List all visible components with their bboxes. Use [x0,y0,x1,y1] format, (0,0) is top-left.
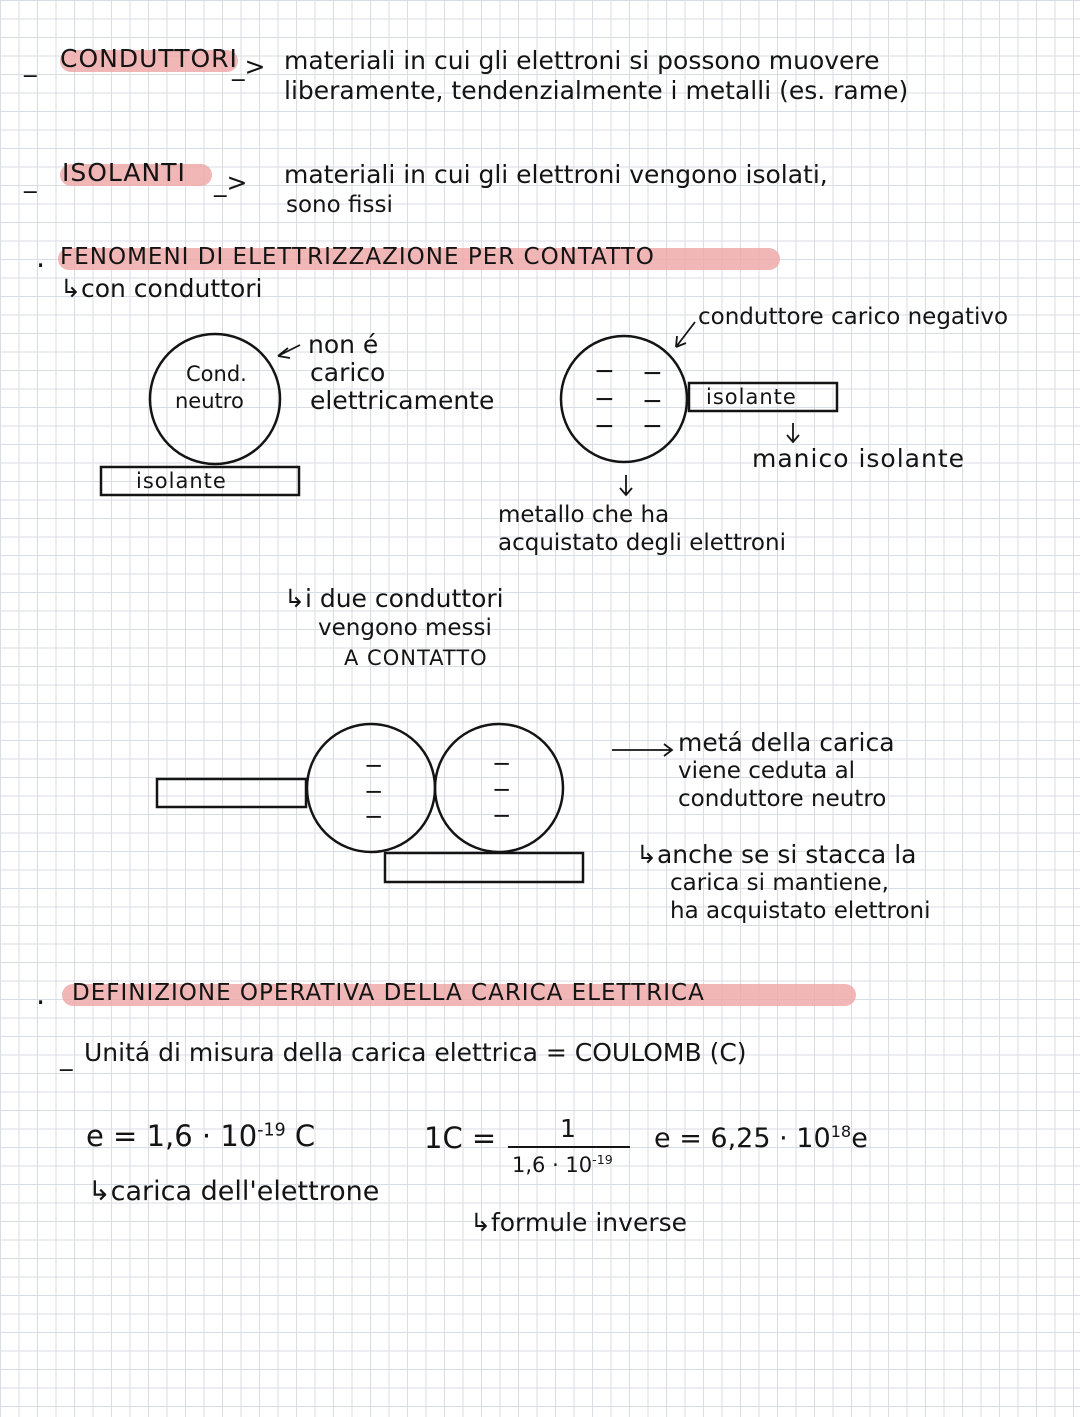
step-line1: ↳i due conduttori [284,584,504,613]
conduttori-def-line1: materiali in cui gli elettroni si possono muovere [284,46,880,75]
charged-conductor-label: conduttore carico negativo [698,304,1009,330]
note-line3: elettricamente [310,386,495,415]
coulomb-rhs [654,1124,868,1152]
coulomb-rhs-exp: 18 [830,1122,852,1141]
metal-note-line2: acquistato degli elettroni [498,530,786,556]
step-line2: vengono messi [318,615,492,641]
bullet-dot: . [36,977,46,1011]
charge-symbol: − [364,779,384,805]
heading-definizione: DEFINIZIONE OPERATIVA DELLA CARICA ELETTRICA [72,980,705,1006]
unit-line: Unitá di misura della carica elettrica = COULOMB (C) [84,1038,747,1067]
bullet-dash: _ [60,1042,73,1071]
conduttori-def-line2: liberamente, tendenzialmente i metalli (es. rame) [284,76,909,105]
coulomb-denominator-base: 1,6 · 10 [512,1153,593,1177]
note-line2: carico [310,358,386,387]
note-line1: non é [308,330,379,359]
arrow: _> [214,168,248,197]
sphere-label-line1: Cond. [186,362,247,386]
sub-con-conduttori: ↳con conduttori [60,274,263,303]
charge-symbol: − [594,356,615,385]
coulomb-rhs-base: e = 6,25 · 10 [654,1123,831,1154]
after-line1: ↳anche se si stacca la [636,840,917,869]
charge-symbol: − [492,803,512,829]
result-line2: viene ceduta al [678,758,856,784]
charge-symbol: − [642,386,663,415]
result-line1: metá della carica [678,728,895,757]
term-conduttori: CONDUTTORI [60,44,238,73]
isolanti-def-line1: materiali in cui gli elettroni vengono isolati, [284,160,828,189]
after-line3: ha acquistato elettroni [670,898,931,924]
charge-symbol: − [364,753,384,779]
handle-note: manico isolante [752,444,966,473]
isolanti-def-line2: sono fissi [286,192,393,218]
charge-symbol: − [642,358,663,387]
inverse-note: ↳formule inverse [470,1208,688,1237]
electron-formula-unit: C [294,1119,316,1153]
charge-symbol: − [642,411,663,440]
charge-symbol: − [492,777,512,803]
coulomb-rhs-tail: e [851,1123,868,1154]
bullet-dash: _ [24,48,37,77]
heading-contatto: FENOMENI DI ELETTRIZZAZIONE PER CONTATTO [60,244,655,270]
bullet-dash: _ [24,164,37,193]
arrow: _> [232,52,266,81]
after-line2: carica si mantiene, [670,870,889,896]
result-line3: conduttore neutro [678,786,887,812]
electron-note: ↳carica dell'elettrone [88,1176,380,1207]
bullet-dot: . [36,240,46,274]
coulomb-denominator-exp: -19 [592,1152,613,1167]
metal-note-line1: metallo che ha [498,502,670,528]
coulomb-lhs: 1C = [424,1121,497,1155]
insulator-label: isolante [136,469,227,493]
handle-label: isolante [706,385,797,409]
coulomb-numerator: 1 [560,1114,576,1143]
electron-formula-exp: -19 [257,1120,286,1141]
charge-symbol: − [594,384,615,413]
term-isolanti: ISOLANTI [62,158,186,187]
electron-formula-base: e = 1,6 · 10 [86,1119,258,1153]
charge-symbol: − [364,804,384,830]
charge-symbol: − [594,411,615,440]
coulomb-denominator [512,1154,613,1176]
charge-symbol: − [492,751,512,777]
sphere-label-line2: neutro [175,389,244,413]
step-line3: A CONTATTO [344,646,488,670]
